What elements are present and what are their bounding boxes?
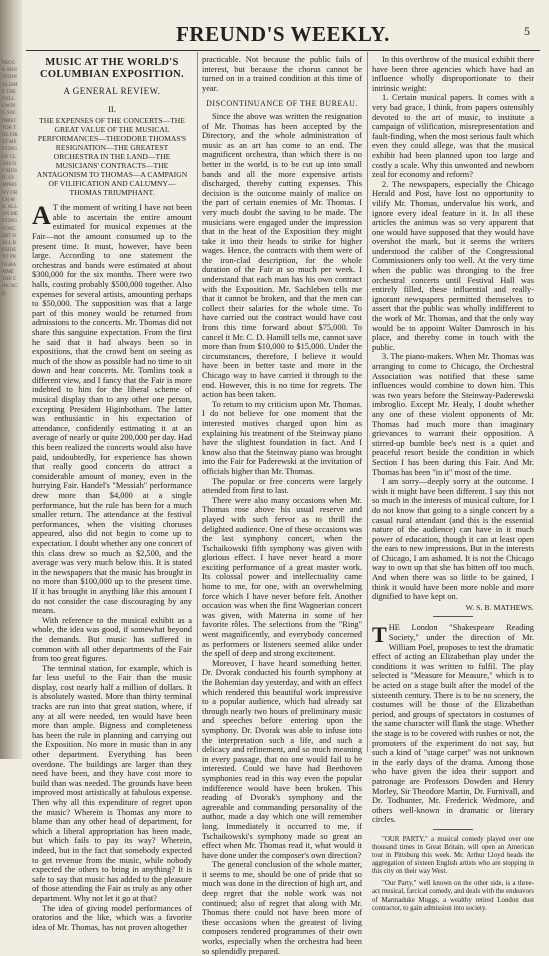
news-item: "Our Party," well known on the other side, is a three-act musical, farcical comedy, and deals with the endeavors of Marmaduke Muggs, a wealthy retired London dust contractor, to gain admission into society. xyxy=(372,880,534,912)
paragraph: 3. The piano-makers. When Mr. Thomas was arranging to come to Chicago, the Orchestral Association was notified that these same influences would combine to down him. This was two years before the Steinway-Paderewski imbroglio. Except Mr. Healy, I doubt whether any one of these violent opponents of Mr. Thomas had much more than imaginary grievances to warrant their opposition. A stirred-up bumble bee's nest is a quiet and peaceful resort beside the condition in which Section I has been during this Fair. And Mr. Thomas has been "in it" most of the time. xyxy=(372,352,534,477)
separator-rule xyxy=(433,616,473,617)
column-2 xyxy=(202,55,362,956)
drop-cap: T xyxy=(372,622,387,648)
drop-cap: A xyxy=(32,201,51,231)
newspaper-page xyxy=(26,0,540,956)
paragraph: With reference to the musical exhibit as a whole, the idea was good, if somewhat beyond the demands. But music has suffered in common with all other departments of the Fair from too great figures. xyxy=(32,615,192,664)
column-divider xyxy=(197,52,198,752)
paragraph: 2. The newspapers, especially the Chicago Herald and Post, have lost no opportunity to vilify Mr. Thomas, undervalue his work, and ignore every ideal feature in it. In all these articles the animus was so very apparent that one would have supposed that they would have overshot the mark, but it seems the writers understood the caliber of the Congressional Commissioners only too well. At the very time when the public was thronging to the free orchestral concerts until Festival Hall was entirely filled, these influential and really-ignorant newspapers permitted themselves to assert that the public was wholly indifferent to the work of Mr. Thomas, and that the only way would be to appoint Walter Damrosch in his place, and thereby come in touch with the public. xyxy=(372,179,534,352)
column-divider xyxy=(367,52,368,752)
paragraph: There were also many occasions when Mr. Thomas rose above his usual reserve and played with such fervor as to thrill the delighted audience. One of these occasions was the last symphony concert, when the Tschaikowski fifth symphony was given with glorious effect. I have never heard a more exciting performance of a great master work. Its colossal power and intellectuality came home to me, for one, with an overwhelming force which I have never before felt. Another occasion was when the first Wagnerian concert was given, with Materna in some of her favorite rôles. The selections from the "Ring" went magnificently, and everybody concerned as performers or listeners seemed alike under the spell of deep and strong excitement. xyxy=(202,495,362,659)
part-number: II. xyxy=(108,103,116,114)
author-signature: W. S. B. MATHEWS. xyxy=(465,602,534,612)
paragraph: practicable. Not because the public fails of interest, but because the chorus cannot be turned on in a trained condition at this time of year. xyxy=(202,55,362,93)
article-title: MUSIC AT THE WORLD'S COLUMBIAN EXPOSITION. xyxy=(40,57,184,80)
page-number: 5 xyxy=(524,24,530,38)
paragraph: THE London "Shakespeare Reading Society," under the direction of Mr. William Poel, proposes to test the dramatic effect of acting an Elizabethan play under the conditions it was written to fulfil. The play selected is "Measure for Measure," which is to be acted on a stage built after the model of the sixteenth century. There is to be no scenery, the costumes will be those of the Elizabethan period, and groups of spectators in costumes of the same character will flank the stage. Whether the stage is to be covered with rushes or not, the promoters of the experiment do not say, but such a kind of "stage carpet" was not unknown in the early days of the drama. Among those who have given the idea their support and patronage are Professors Dowden and Henry Morley, Sir Theodore Martin, Dr. Furnivall, and Dr. Todhunter, Mr. Frederick Wedmore, and others well-known in dramatic or literary circles. xyxy=(372,622,534,825)
masthead: FREUND'S WEEKLY. xyxy=(176,22,390,46)
article-subtitle: A GENERAL REVIEW. xyxy=(63,86,161,96)
column-1 xyxy=(32,55,192,932)
page-header xyxy=(26,14,540,51)
paragraph: The terminal station, for example, which is far less useful to the Fair than the music display, cost nearly half a million of dollars. It is absolutely wasted. More than thirty terminal tracks are run into that great station, where, if any at all were needed, ten would have been more than ample. Bigness and completeness has been the rule in planning and carrying out the Exposition. No more in music than in any other department. Everything has been overdone. The buildings are larger than they need have been, and they have cost more to build than was needed. The grounds have been improved most artistically at fabulous expense. Then why all this expenditure of regret upon the music? Wherein is Thomas any more to blame than any other head of department, for which a liberal appropriation has been made, but which fails to pay its way? Wherein, indeed, but in the fact that somebody expected to get revenue from the music, while nobody expected the others to bring in anything? It is safe to say that music has added to the pleasure of those attending the Fair as truly as any other department. Why not let it go at that? xyxy=(32,663,192,903)
separator-rule xyxy=(433,829,473,830)
paragraph: Moreover, I have heard something better. Dr. Dvorak conducted his fourth symphony at the Bohemian day yesterday, and with an effect which rendered this beautiful work impressive to a popular audience, which had already sat through nearly two hours of preliminary music and speeches before entering upon the symphony. Dr. Dvorak was able to infuse into the interpretation such a life, and such a delicacy and refinement, and so much meaning in every passage, that no one would fail to be interested. Could we have had Beethoven symphonies read in this way even the popular indifference would have been broken. This reading of Dvorak's symphony and the agreeable and commanding personality of the author, made a day which one will remember long. Immediately it occurred to me, if Tschaikowski's symphony made so great an effect when Mr. Thomas read it, what would it have done under the composer's own direction? xyxy=(202,658,362,860)
paragraph: I am sorry—deeply sorry at the outcome. I wish it might have been different. I say this not so much in the interests of musical culture, for I do not know that going to a single concert by a casual rural attendant (and this is the essential nature of the audience) can have in it much power of education, though it can at least open the ears to new impressions. But in the interests of Chicago, I am ashamed. It is not the Chicago way to own up that she has bitten off too much. And when there was so little to be gained, I think it would have been more noble and more dignified to have kept on. xyxy=(372,477,534,602)
article-synopsis: THE EXPENSES OF THE CONCERTS—THE GREAT VALUE OF THE MUSICAL PERFORMANCES—THEODORE THOMAS'S RESIGNATION—THE GREATEST ORCHESTRA IN THE LAND—THE MUSICIANS' CONTRACTS—THE ANTAGONISM TO THOMAS—A CAMPAIGN OF VILIFICATION AND CALUMNY—THOMAS TRIUMPHANT. xyxy=(36,116,188,198)
paragraph: The general conclusion of the whole matter, it seems to me, should be one of pride that so much was done in the direction of high art, and deep regret that the noble work was not continued; also of regret that along with Mr. Thomas there could not have been more of these occasions when the greatest of living composers rendered programmes of their own works, especially when the orchestra had been so splendidly prepared. xyxy=(202,860,362,956)
page-binding-edge xyxy=(0,0,22,759)
paragraph: Since the above was written the resignation of Mr. Thomas has been accepted by the Directory, and the whole administration of music as an art has come to an end. The magnificent orchestra, than which there is no better in the world, is to be cut up into small bands and all the more expensive artists discharged, thereby cutting expenses. This decision is the outcome mainly of malice on the part of certain enemies of Mr. Thomas. I very much doubt the saving to be made. The musicians were engaged under the impression that in the heat of the Exposition they might take it into their heads to strike for higher wages. Hence, the contracts with them were of the iron-clad description, for the whole duration of the Fair at so much per week. I understand that each man has his own contract with the Exposition. Mr. Sachleben tells me that it cannot be broken, and that the men can collect their salaries for the whole time. To have carried out the contract would have cost from this time forward about $75,000. To cancel it Mr. C. D. Hamill tells me, cannot save more than from $10,000 to $15,000. Under the circumstances, therefore, I believe it would have been in better taste and more in the Chicago way to have carried it through to the end. However, this is no time for regrets. The action has been taken. xyxy=(202,111,362,400)
column-3 xyxy=(372,55,534,912)
paragraph: To return to my criticism upon Mr. Thomas. I do not believe for one moment that the interested motives charged upon him as explaining his treatment of the Steinway piano have the slightest foundation in fact. And I know also that the Steinway piano was brought into the Fair for Paderewski at the invitation of officials higher than Mr. Thomas. xyxy=(202,399,362,476)
paragraph: The popular or free concerts were largely attended from first to last. xyxy=(202,476,362,496)
news-item: "OUR PARTY," a musical comedy played over one thousand times in Great Britain, will open an American tour in Pittsburg this week. Mr. Arthur Lloyd heads the aggregation of sixteen English artists who are stopping in this city on their way West. xyxy=(372,835,534,876)
adjacent-page-fragment: PROGR ARNATIONALISME THE FOLLOWING SOC DIRECTOR THE FIRST MEETING OF CLASS OF MUSIC SYMPHONY ORCH MR. ALLAN MEETING CONCERT HALL RESIDENT PROGRAMME THE CHICAGO xyxy=(2,61,18,297)
paragraph: The idea of giving model performances of oratorios and the like, which was a favorite idea of Mr. Thomas, has not proven altogether xyxy=(32,903,192,932)
paragraph: A T the moment of writing I have not been able to ascertain the entire amount estimated for musical expenses at the Fair—not the amount consumed up to the present time. It must, however, have been large. According to one statement the orchestras and bands were estimated at about $300,000 for the six months. There were two halls, costing probably $500,000 together. Also expenses for several artists, amounting perhaps to $50,000. The supposition was that a large part of this money would be returned from admissions to the concerts. Mr. Thomas did not share this sanguine expectation. From the first he said that it had always been so in expositions, that the crowd bent on seeing as much of the show as possible had no time to sit down and hear concerts. Mr. Tomlins took a different view, and I fancy that the Fair is more indebted to him for the liberal scheme of musical display than to any other one person, excepting President Higinbotham. The latter was enthusiastic in his expectation of attendance, confidently estimating it at an average of nearly or quite 200,000 per day. Had this been realized the concerts would also have paid, undoubtedly, for experience has shown that really good concerts do attract a considerable amount of money, even in the hurrying Fair. Handel's "Messiah" performance drew more than $4,000 at a single performance, but the rule has been for a much smaller return. The attendance at the festival performances, when the visiting choruses appeared, also did not begin to come up to expectation. I doubt whether any one concert of this class drew so much as $2,500, and the average was very much below this. It is stated in the newspapers that the music has brought in no more than $100,000 up to the present time. If it has brought in anything like this amount I do not consider the case discouraging by any means. xyxy=(32,201,192,616)
section-heading: DISCONTINUANCE OF THE BUREAU. xyxy=(206,99,358,109)
paragraph: In this overthrow of the musical exhibit there have been three agencies which have had an influence wholly disproportionate to their intrinsic weight: xyxy=(372,55,534,93)
paragraph: 1. Certain musical papers. It comes with a very bad grace, I think, from papers ostensibly devoted to the art of music, to institute a campaign of vilification, misrepresentation and fault-finding, when the most serious fault which even they could allege, was that the musical exhibit had been planned upon too large and costly a scale. Why this unwonted and newborn zeal for economy and reform? xyxy=(372,93,534,180)
